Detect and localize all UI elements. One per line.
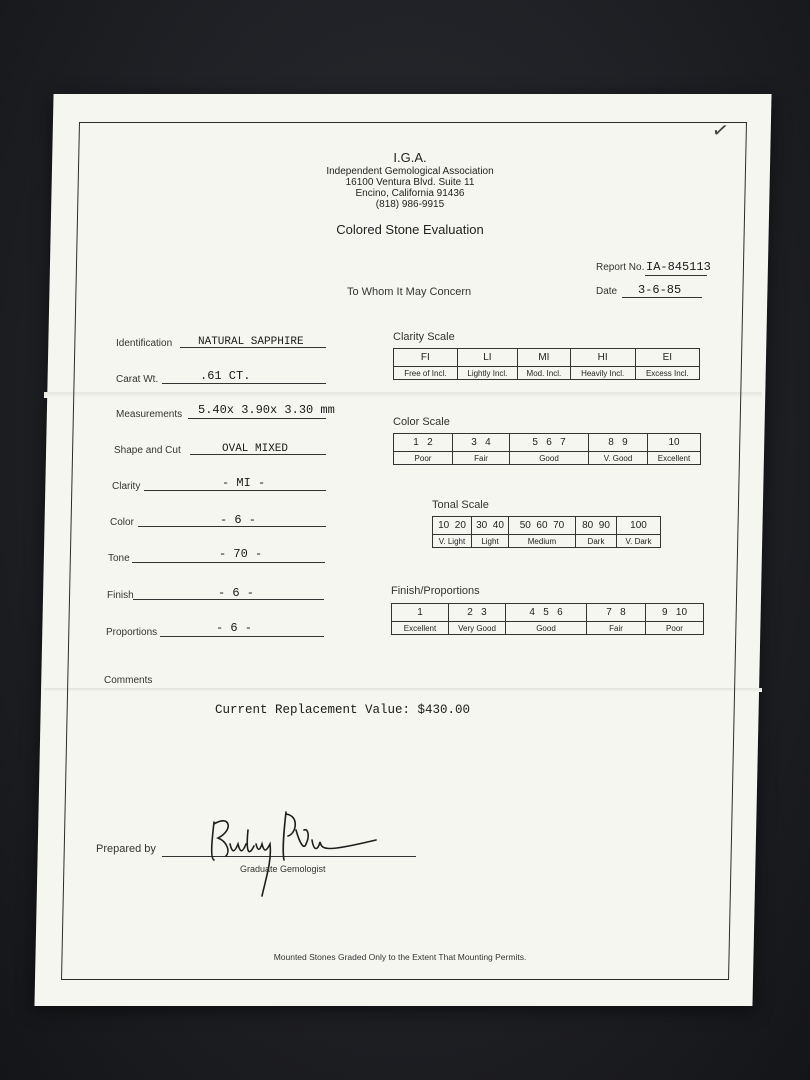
- field-underline: [180, 347, 326, 348]
- field-value-proportions: - 6 -: [216, 621, 253, 635]
- signature-role: Graduate Gemologist: [240, 864, 326, 874]
- scale-cell: Mod. Incl.: [518, 367, 571, 380]
- org-address-2: Encino, California 91436: [355, 188, 465, 199]
- scale-cell: V. Light: [433, 535, 472, 548]
- field-underline: [160, 636, 324, 637]
- finish-scale-table: [391, 603, 704, 635]
- report-no-value: IA-845113: [646, 260, 711, 274]
- scale-cell: Free of Incl.: [394, 367, 458, 380]
- scale-cell: Dark: [576, 535, 617, 548]
- scale-cell: Poor: [394, 452, 453, 465]
- field-label-shape: Shape and Cut: [114, 445, 181, 456]
- field-underline: [133, 599, 324, 600]
- scale-cell: FI: [394, 349, 458, 367]
- certificate-border: [61, 122, 747, 980]
- scale-cell: MI: [518, 349, 571, 367]
- salutation: To Whom It May Concern: [347, 286, 472, 298]
- field-label-tone: Tone: [108, 553, 130, 564]
- scale-cell: HI: [570, 349, 635, 367]
- field-value-finish: - 6 -: [218, 586, 255, 600]
- scale-cell: EI: [635, 349, 699, 367]
- field-underline: [190, 454, 326, 455]
- field-value-tone: - 70 -: [219, 547, 263, 561]
- check-mark-icon: ✓: [710, 118, 731, 144]
- finish-scale-title: Finish/Proportions: [391, 585, 480, 597]
- scale-cell: Heavily Incl.: [570, 367, 635, 380]
- scale-cell: 80 90: [576, 517, 617, 535]
- org-address-1: 16100 Ventura Blvd. Suite 11: [345, 177, 475, 188]
- scale-cell: Fair: [453, 452, 510, 465]
- scale-cell: 9 10: [646, 604, 704, 622]
- color-scale-table: [393, 433, 701, 465]
- scale-cell: 2 3: [449, 604, 506, 622]
- scale-cell: LI: [457, 349, 517, 367]
- field-value-clarity: - MI -: [222, 476, 266, 490]
- field-value-shape: OVAL MIXED: [222, 443, 289, 455]
- scale-cell: Lightly Incl.: [457, 367, 517, 380]
- scale-cell: 50 60 70: [509, 517, 576, 535]
- scale-cell: 8 9: [589, 434, 648, 452]
- comments-label: Comments: [104, 675, 153, 686]
- field-underline: [138, 526, 326, 527]
- tonal-scale-table: [432, 516, 661, 548]
- field-value-color: - 6 -: [220, 513, 257, 527]
- scale-cell: 3 4: [453, 434, 510, 452]
- scale-cell: 1 2: [394, 434, 453, 452]
- scale-cell: Medium: [509, 535, 576, 548]
- scale-cell: 100: [617, 517, 661, 535]
- scale-cell: 1: [392, 604, 449, 622]
- field-label-color: Color: [110, 517, 134, 528]
- scale-cell: Good: [506, 622, 587, 635]
- scale-cell: Excellent: [648, 452, 701, 465]
- scale-cell: Light: [472, 535, 509, 548]
- date-label: Date: [596, 286, 618, 297]
- field-label-finish: Finish: [107, 590, 134, 601]
- signature-scribble: [200, 800, 380, 900]
- scale-cell: V. Good: [589, 452, 648, 465]
- color-scale-title: Color Scale: [393, 416, 450, 428]
- document-title: Colored Stone Evaluation: [336, 222, 484, 237]
- field-label-carat: Carat Wt.: [116, 374, 159, 385]
- footer-note: Mounted Stones Graded Only to the Extent That Mounting Permits.: [273, 952, 527, 962]
- scale-cell: Excellent: [392, 622, 449, 635]
- date-value: 3-6-85: [638, 283, 682, 297]
- report-no-underline: [645, 275, 707, 276]
- scale-cell: Excess Incl.: [635, 367, 699, 380]
- scale-cell: 5 6 7: [510, 434, 589, 452]
- scale-cell: Very Good: [449, 622, 506, 635]
- org-phone: (818) 986-9915: [375, 199, 445, 210]
- field-underline: [162, 383, 326, 384]
- scale-cell: 10 20: [433, 517, 472, 535]
- org-name: Independent Gemological Association: [326, 166, 494, 177]
- comments-text: Current Replacement Value: $430.00: [215, 703, 471, 717]
- field-underline: [188, 418, 326, 419]
- report-no-label: Report No.: [596, 262, 645, 273]
- clarity-scale-table: [393, 348, 700, 380]
- field-value-carat: .61 CT.: [200, 369, 251, 383]
- prepared-by-label: Prepared by: [96, 843, 156, 855]
- field-value-identification: NATURAL SAPPHIRE: [198, 336, 304, 348]
- scale-cell: 10: [648, 434, 701, 452]
- scale-cell: 7 8: [587, 604, 646, 622]
- clarity-scale-title: Clarity Scale: [393, 331, 455, 343]
- field-label-identification: Identification: [116, 338, 173, 349]
- scale-cell: V. Dark: [617, 535, 661, 548]
- field-underline: [144, 490, 326, 491]
- org-short-name: I.G.A.: [393, 150, 427, 165]
- field-underline: [132, 562, 325, 563]
- scale-cell: 30 40: [472, 517, 509, 535]
- field-label-measurements: Measurements: [116, 409, 183, 420]
- scale-cell: Good: [510, 452, 589, 465]
- field-label-clarity: Clarity: [112, 481, 141, 492]
- scale-cell: Fair: [587, 622, 646, 635]
- scale-cell: 4 5 6: [506, 604, 587, 622]
- scale-cell: Poor: [646, 622, 704, 635]
- date-underline: [622, 297, 702, 298]
- tonal-scale-title: Tonal Scale: [432, 499, 489, 511]
- field-value-measurements: 5.40x 3.90x 3.30 mm: [198, 403, 335, 417]
- field-label-proportions: Proportions: [106, 627, 158, 638]
